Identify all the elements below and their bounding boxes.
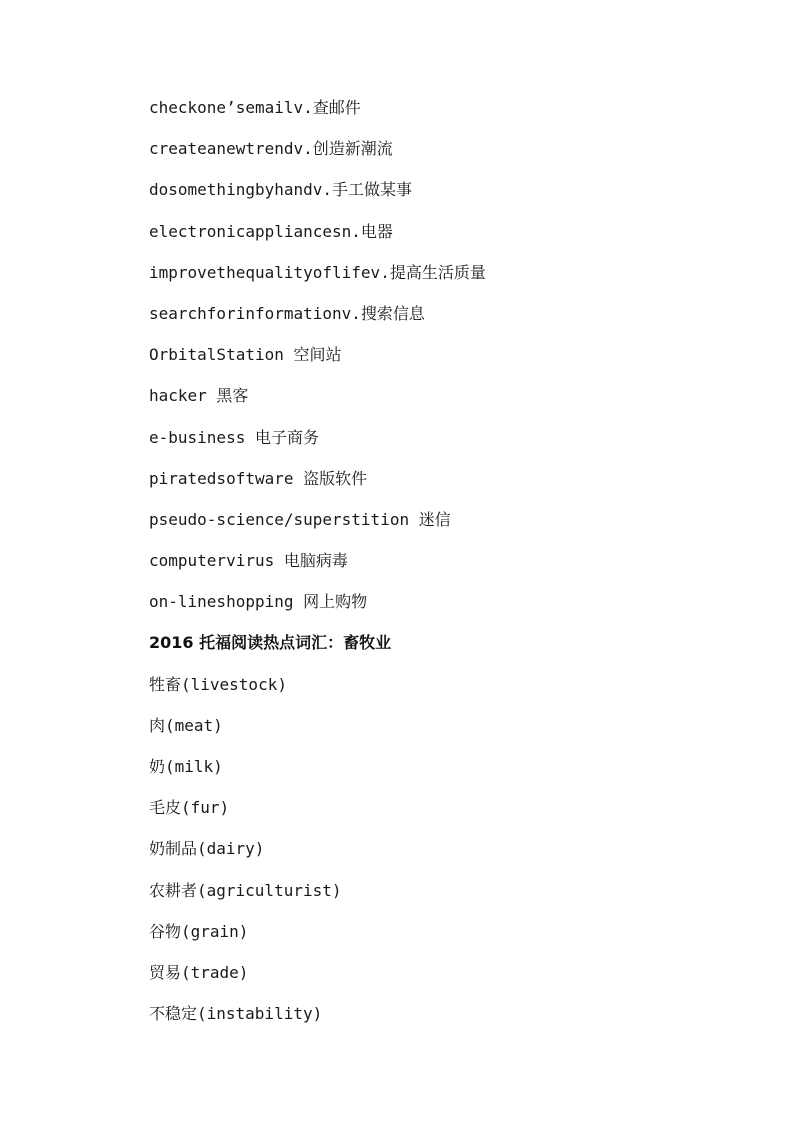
- vocab-line: on-lineshopping 网上购物: [149, 592, 368, 612]
- vocab-line: OrbitalStation 空间站: [149, 345, 342, 365]
- vocab-line: 肉(meat): [149, 715, 223, 735]
- vocab-line: searchforinformationv.搜索信息: [149, 303, 425, 323]
- vocab-line: improvethequalityoflifev.提高生活质量: [149, 262, 486, 282]
- vocab-line: 牲畜(livestock): [149, 674, 287, 694]
- vocab-line: pseudo-science/superstition 迷信: [149, 509, 451, 529]
- vocab-line: computervirus 电脑病毒: [149, 551, 348, 571]
- vocab-line: piratedsoftware 盗版软件: [149, 468, 368, 488]
- vocab-line: 不稳定(instability): [149, 1004, 323, 1024]
- vocab-line: dosomethingbyhandv.手工做某事: [149, 180, 413, 200]
- vocab-line: 贸易(trade): [149, 962, 249, 982]
- vocab-line: createanewtrendv.创造新潮流: [149, 139, 393, 159]
- vocab-line: 谷物(grain): [149, 921, 249, 941]
- vocab-line: hacker 黑客: [149, 386, 249, 406]
- vocab-line: 农耕者(agriculturist): [149, 880, 342, 900]
- section-heading: 2016 托福阅读热点词汇：畜牧业: [149, 633, 392, 653]
- vocab-line: e-business 电子商务: [149, 427, 319, 447]
- document-body: [149, 95, 749, 1042]
- vocab-line: 奶(milk): [149, 757, 223, 776]
- vocab-line: 奶制品(dairy): [149, 839, 265, 859]
- vocab-line: electronicappliancesn.电器: [149, 221, 393, 241]
- vocab-line: 毛皮(fur): [149, 798, 230, 818]
- vocab-line: checkone’semailv.查邮件: [149, 98, 361, 117]
